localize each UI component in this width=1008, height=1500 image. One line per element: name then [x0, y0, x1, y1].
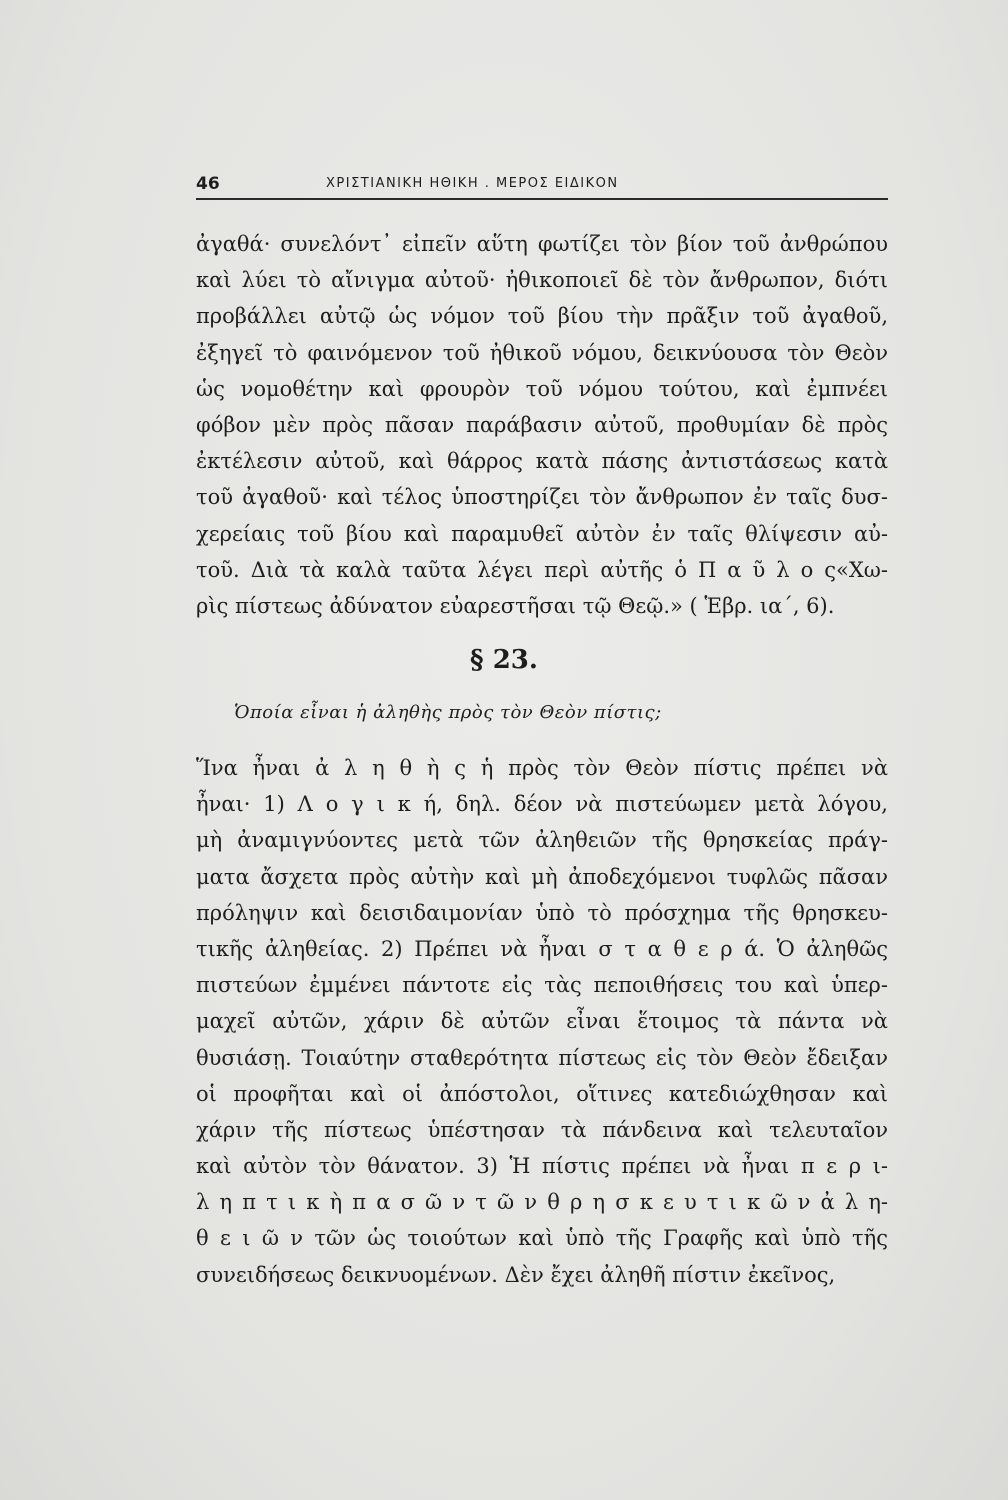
running-head: ΧΡΙΣΤΙΑΝΙΚΗ ΗΘΙΚΗ . ΜΕΡΟΣ ΕΙΔΙΚΟΝ	[326, 176, 619, 191]
text-line: ἦναι· 1) Λ ο γ ι κ ή, δηλ. δέον νὰ πιστεύωμεν μετὰ λόγου,	[196, 792, 888, 817]
text-line: πρόληψιν καὶ δεισιδαιμονίαν ὑπὸ τὸ πρόσχημα τῆς θρησκευ-	[196, 900, 888, 925]
text-line: λ η π τ ι κ ὴ π α σ ῶ ν τ ῶ ν θ ρ η σ κ ε υ τ ι κ ῶ ν ἀ λ η-	[196, 1190, 888, 1215]
text-line: ἀγαθά· συνελόντ᾽ εἰπεῖν αὕτη φωτίζει τὸν βίον τοῦ ἀνθρώπου	[196, 232, 888, 256]
text-line: χερείαις τοῦ βίου καὶ παραμυθεῖ αὐτὸν ἐν ταῖς θλίψεσιν αὐ-	[196, 521, 888, 546]
text-line: μὴ ἀναμιγνύοντες μετὰ τῶν ἀληθειῶν τῆς θρησκείας πράγ-	[196, 828, 888, 853]
page-header	[196, 168, 888, 200]
text-line: τοῦ ἀγαθοῦ· καὶ τέλος ὑποστηρίζει τὸν ἄνθρωπον ἐν ταῖς δυσ-	[196, 485, 888, 510]
paragraph-2	[196, 750, 888, 1293]
text-line: τοῦ. Διὰ τὰ καλὰ ταῦτα λέγει περὶ αὐτῆς ὁ Π α ῦ λ ο ς«Χω-	[196, 557, 888, 582]
text-line: φόβον μὲν πρὸς πᾶσαν παράβασιν αὐτοῦ, προθυμίαν δὲ πρὸς	[196, 412, 888, 437]
section-question: Ὁποία εἶναι ἡ ἀληθὴς πρὸς τὸν Θεὸν πίστις;	[234, 702, 662, 723]
text-line: Ἵνα ἦναι ἀ λ η θ ὴ ς ἡ πρὸς τὸν Θεὸν πίστις πρέπει νὰ	[196, 756, 888, 780]
text-line: ρὶς πίστεως ἀδύνατον εὐαρεστῆσαι τῷ Θεῷ.» ( Ἑβρ. ια΄, 6).	[196, 593, 835, 618]
text-line: πιστεύων ἐμμένει πάντοτε εἰς τὰς πεποιθήσεις του καὶ ὑπερ-	[196, 973, 888, 998]
text-line: οἱ προφῆται καὶ οἱ ἀπόστολοι, οἵτινες κατεδιώχθησαν καὶ	[196, 1081, 888, 1106]
section-number: § 23.	[470, 645, 538, 675]
text-line: ματα ἄσχετα πρὸς αὐτὴν καὶ μὴ ἀποδεχόμενοι τυφλῶς πᾶσαν	[196, 864, 888, 889]
text-line: ἐκτέλεσιν αὐτοῦ, καὶ θάρρος κατὰ πάσης ἀντιστάσεως κατὰ	[196, 449, 888, 474]
page-number: 46	[196, 174, 220, 194]
text-line: τικῆς ἀληθείας. 2) Πρέπει νὰ ἦναι σ τ α θ ε ρ ά. Ὁ ἀληθῶς	[196, 936, 888, 961]
text-line: ὡς νομοθέτην καὶ φρουρὸν τοῦ νόμου τούτου, καὶ ἐμπνέει	[196, 376, 888, 401]
text-line: μαχεῖ αὐτῶν, χάριν δὲ αὐτῶν εἶναι ἕτοιμος τὰ πάντα νὰ	[196, 1009, 888, 1034]
text-line: προβάλλει αὐτῷ ὡς νόμον τοῦ βίου τὴν πρᾶξιν τοῦ ἀγαθοῦ,	[196, 304, 888, 329]
text-line: θυσιάσῃ. Τοιαύτην σταθερότητα πίστεως εἰς τὸν Θεὸν ἔδειξαν	[196, 1045, 888, 1070]
text-line: ἐξηγεῖ τὸ φαινόμενον τοῦ ἠθικοῦ νόμου, δεικνύουσα τὸν Θεὸν	[196, 340, 888, 365]
paragraph-1	[196, 226, 888, 624]
text-line: χάριν τῆς πίστεως ὑπέστησαν τὰ πάνδεινα καὶ τελευταῖον	[196, 1117, 888, 1142]
text-line: καὶ λύει τὸ αἴνιγμα αὐτοῦ· ἠθικοποιεῖ δὲ τὸν ἄνθρωπον, διότι	[196, 268, 888, 293]
text-line: καὶ αὐτὸν τὸν θάνατον. 3) Ἡ πίστις πρέπει νὰ ἦναι π ε ρ ι-	[196, 1154, 888, 1179]
text-line: θ ε ι ῶ ν τῶν ὡς τοιούτων καὶ ὑπὸ τῆς Γραφῆς καὶ ὑπὸ τῆς	[196, 1226, 888, 1251]
text-line: συνειδήσεως δεικνυομένων. Δὲν ἔχει ἀληθῆ πίστιν ἐκεῖνος,	[196, 1262, 836, 1287]
